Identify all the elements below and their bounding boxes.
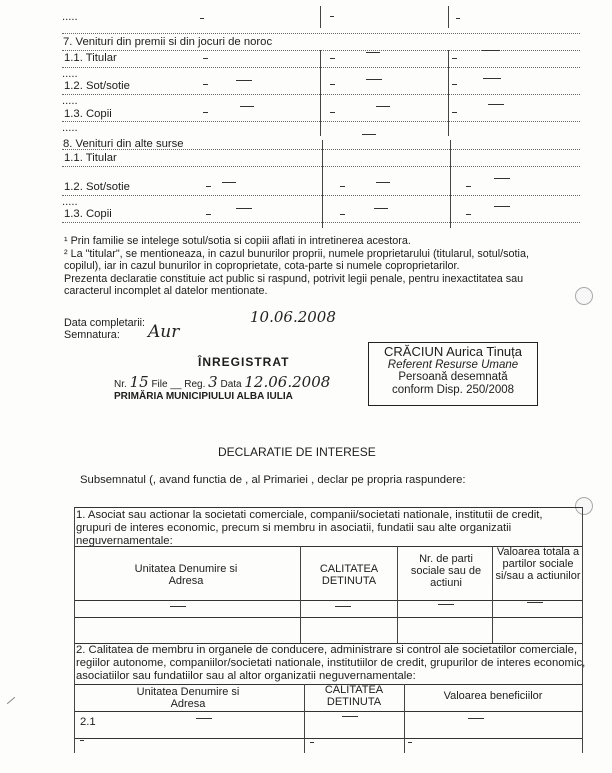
empty-mark — [468, 718, 484, 719]
section8-row-sot: 1.2. Sot/sotie — [64, 181, 130, 193]
section7-row-copii: 1.3. Copii — [64, 108, 112, 120]
table-border — [74, 600, 582, 601]
empty-mark — [206, 186, 211, 187]
date-label: Data completarii: — [64, 317, 146, 329]
empty-mark — [466, 214, 471, 215]
empty-mark — [456, 18, 460, 19]
empty-mark — [362, 134, 376, 135]
section7-dots: ..... — [62, 68, 78, 80]
table-border — [74, 738, 582, 739]
table1-col-calitatea: CALITATEA DETINUTA — [319, 563, 379, 587]
empty-mark — [374, 208, 388, 209]
empty-mark — [438, 604, 454, 605]
official-stamp — [368, 342, 538, 406]
section7-dots: ..... — [62, 122, 78, 134]
registration-reg-label: Reg. — [184, 379, 206, 390]
empty-mark — [340, 186, 345, 187]
signature-label: Semnatura: — [64, 329, 120, 341]
empty-mark — [408, 742, 412, 743]
empty-mark — [330, 16, 334, 17]
stamp-role: Referent Resurse Umane — [387, 358, 519, 371]
empty-mark — [376, 106, 390, 107]
empty-mark — [330, 84, 335, 85]
empty-mark — [222, 182, 236, 183]
scan-mark — [7, 697, 15, 704]
section7-title: 7. Venituri din premii si din jocuri de noroc — [63, 36, 273, 48]
registration-stamp-line: Nr. 15 File __ Reg. 3 Data 12.06.2008 — [114, 373, 331, 391]
section7-dots: ..... — [62, 95, 78, 107]
empty-mark — [340, 214, 345, 215]
empty-mark — [240, 106, 254, 107]
table-divider — [300, 546, 301, 643]
table2-col-valoarea: Valoarea beneficiilor — [443, 690, 543, 702]
registration-institution: PRIMĂRIA MUNICIPIULUI ALBA IULIA — [114, 391, 293, 402]
empty-mark — [170, 606, 186, 607]
section8-title: 8. Venituri din alte surse — [63, 138, 184, 150]
table-divider — [404, 684, 405, 753]
empty-mark — [206, 214, 211, 215]
table1-col-unitatea: Unitatea Denumire si Adresa — [134, 563, 238, 587]
table-divider — [492, 546, 493, 643]
section8-row-titular: 1.1. Titular — [64, 152, 117, 164]
empty-mark — [196, 718, 212, 719]
table1-col-nr-parti: Nr. de parti sociale sau de actiuni — [410, 553, 482, 589]
declaration-title: DECLARATIE DE INTERESE — [218, 445, 376, 459]
section8-dots: ..... — [62, 196, 78, 208]
section7-row-titular: 1.1. Titular — [64, 52, 117, 64]
empty-mark — [310, 742, 314, 743]
table2-col-calitatea: CALITATEA DETINUTA — [324, 684, 384, 708]
footnote-2: ² La "titular", se mentioneaza, in cazul bunurilor proprii, numele proprietarului (titularul, sotul/sotia, copilul), iar in cazul bunurilor in coproprietate, cota-parte si numele coproprietarilor. — [64, 247, 529, 273]
empty-mark — [452, 112, 457, 113]
row-line — [62, 50, 580, 51]
registration-reg-value: 3 — [208, 373, 218, 391]
empty-mark — [527, 602, 543, 603]
empty-mark — [466, 186, 471, 187]
punch-hole — [575, 287, 593, 305]
legal-statement: Prezenta declaratie constituie act public si raspund, potrivit legii penale, pentru inexactitatea sau caracterul incomplet al datelor mentionate. — [64, 272, 524, 298]
registration-stamp-title: ÎNREGISTRAT — [198, 355, 290, 369]
section7-row-sot: 1.2. Sot/sotie — [64, 80, 130, 92]
registration-file-label: File — [151, 379, 168, 390]
empty-mark — [494, 178, 510, 179]
row-line — [62, 121, 580, 122]
empty-mark — [200, 18, 204, 19]
empty-mark — [203, 84, 208, 85]
empty-mark — [452, 84, 457, 85]
empty-mark — [80, 740, 84, 741]
table-border — [74, 643, 75, 753]
empty-mark — [335, 606, 351, 607]
section8-row-copii: 1.3. Copii — [64, 208, 112, 220]
empty-mark — [488, 104, 504, 105]
registration-nr-label: Nr. — [114, 379, 127, 390]
empty-mark — [376, 182, 390, 183]
declaration-intro: Subsemnatul (, avand functia de , al Primariei , declar pe propria raspundere: — [80, 474, 466, 486]
stamp-line3: Persoană desemnată — [398, 371, 508, 383]
footnote-1: ¹ Prin familie se intelege sotul/sotia si copiii aflati in intretinerea acestora. — [64, 235, 411, 247]
table-border — [582, 643, 583, 753]
row-line — [62, 166, 580, 167]
table-divider — [320, 6, 321, 28]
table-divider — [322, 140, 323, 228]
signature-handwritten: Aur — [148, 322, 180, 342]
date-value-handwritten: 10.06.2008 — [250, 308, 336, 326]
table2-col-unitatea: Unitatea Denumire si Adresa — [136, 686, 240, 710]
table-divider — [320, 50, 321, 136]
table-divider — [304, 684, 305, 753]
empty-mark — [342, 716, 358, 717]
row-line — [62, 195, 580, 196]
row-line — [62, 33, 580, 34]
table-border — [74, 507, 75, 643]
empty-mark — [236, 80, 252, 81]
row-line — [62, 149, 580, 150]
empty-mark — [483, 78, 501, 79]
table2-row-label: 2.1 — [80, 716, 96, 728]
table-divider — [397, 546, 398, 643]
empty-mark — [452, 58, 457, 59]
top-dots: ..... — [62, 11, 78, 23]
empty-mark — [236, 208, 252, 209]
empty-mark — [366, 52, 380, 53]
stamp-line4: conform Disp. 250/2008 — [391, 383, 515, 396]
empty-mark — [494, 206, 510, 207]
empty-mark — [203, 112, 208, 113]
table-border — [582, 507, 583, 643]
registration-date-value: 12.06.2008 — [244, 373, 331, 391]
empty-mark — [482, 50, 500, 51]
table1-heading: 1. Asociat sau actionar la societati comerciale, companii/societati nationale, institutii de credit, grupuri de interes economic, precum si membru in asociatii, fundatii sau alte organizatii neguvernamentale: — [76, 509, 543, 547]
empty-mark — [330, 58, 335, 59]
table-divider — [448, 6, 449, 28]
row-line — [62, 222, 580, 223]
empty-mark — [366, 79, 382, 80]
registration-date-label: Data — [220, 379, 242, 390]
row-line — [62, 67, 580, 68]
footnotes — [64, 235, 534, 298]
registration-nr-value: 15 — [129, 373, 149, 391]
row-line — [62, 94, 580, 95]
stamp-name: CRĂCIUN Aurica Tinuța — [384, 344, 522, 359]
table-border — [74, 711, 582, 712]
table1-col-valoarea: Valoarea totala a partilor sociale si/sau a actiunilor — [495, 546, 581, 582]
table2-heading: 2. Calitatea de membru in organele de conducere, administrare si control ale societatilor comerciale, regiilor autonome, companiilor/societati nationale, institutiilor de credit, grupurilor de interes economic, asociatiilor sau fundatiilor sau al altor organizatii neguvernamentale: — [76, 644, 586, 682]
table-divider — [448, 50, 449, 136]
table-border — [74, 617, 582, 618]
table-divider — [450, 140, 451, 228]
empty-mark — [330, 112, 335, 113]
empty-mark — [203, 58, 208, 59]
table-border — [74, 507, 582, 508]
